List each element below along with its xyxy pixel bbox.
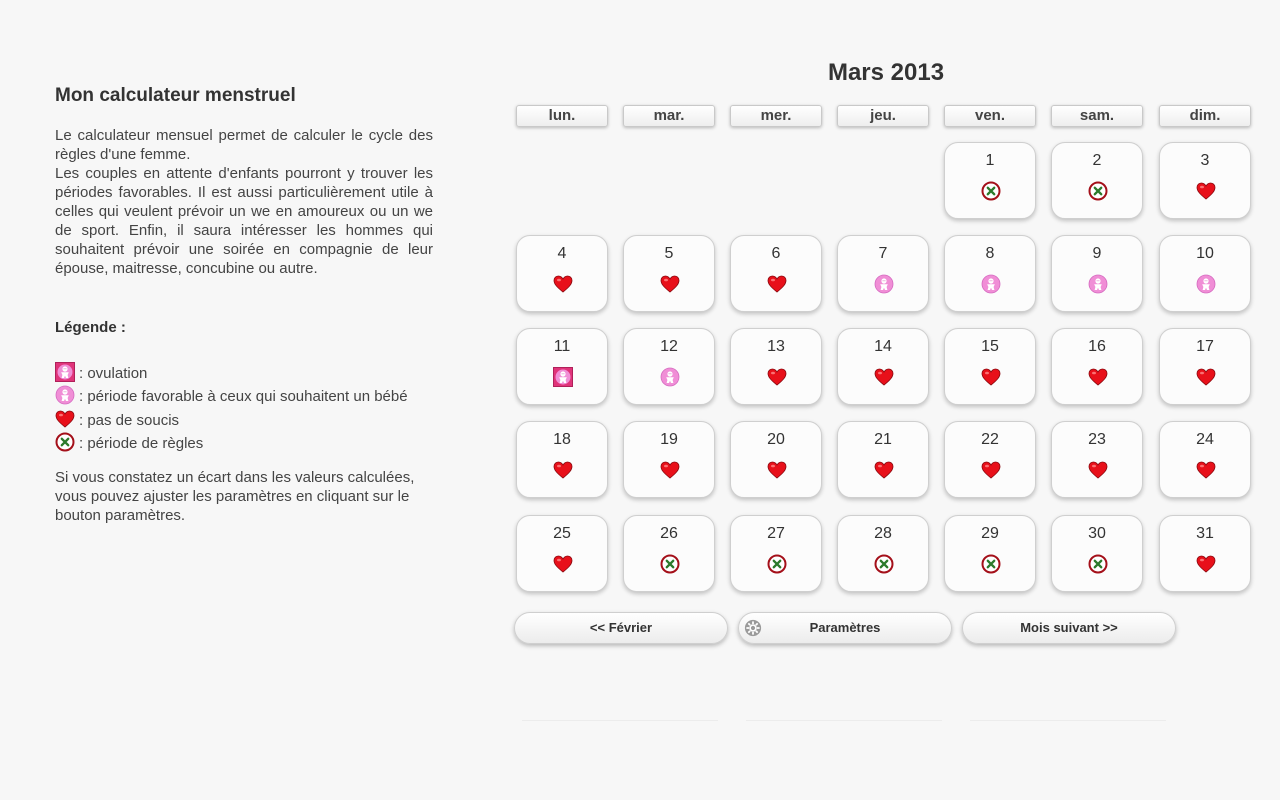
day-number: 7 <box>878 245 888 262</box>
heart-icon <box>874 367 894 387</box>
day-number: 29 <box>981 525 999 542</box>
heart-icon <box>1196 367 1216 387</box>
divider <box>746 720 942 721</box>
day-number: 10 <box>1196 245 1214 262</box>
heart-icon <box>767 367 787 387</box>
day-number: 4 <box>557 245 567 262</box>
intro-paragraph-1: Le calculateur mensuel permet de calculer le cycle des règles d'une femme. <box>55 127 433 163</box>
calendar-day-30[interactable] <box>1051 515 1143 592</box>
heart-icon <box>553 460 573 480</box>
calendar-day-22[interactable] <box>944 421 1036 498</box>
calendar-day-16[interactable] <box>1051 328 1143 405</box>
heart-icon <box>1196 460 1216 480</box>
heart-icon <box>1196 181 1216 201</box>
calendar-day-26[interactable] <box>623 515 715 592</box>
prev-month-label: << Février <box>589 620 653 635</box>
calendar-day-9[interactable] <box>1051 235 1143 312</box>
period-icon <box>1088 181 1108 201</box>
heart-icon <box>1088 367 1108 387</box>
calendar-day-15[interactable] <box>944 328 1036 405</box>
calendar-day-2[interactable] <box>1051 142 1143 219</box>
period-icon <box>1088 554 1108 574</box>
calendar-day-12[interactable] <box>623 328 715 405</box>
legend-label: : période favorable à ceux qui souhaitent un bébé <box>79 388 408 405</box>
legend-item-heart <box>55 405 433 429</box>
day-number: 24 <box>1196 431 1214 448</box>
heart-icon <box>55 409 75 429</box>
baby-icon <box>1196 274 1216 294</box>
calendar-day-28[interactable] <box>837 515 929 592</box>
weekday-dim: dim. <box>1159 105 1251 127</box>
info-panel <box>55 85 433 525</box>
calendar-day-23[interactable] <box>1051 421 1143 498</box>
legend-item-ovulation <box>55 358 433 382</box>
heart-icon <box>981 367 1001 387</box>
gear-icon <box>744 619 762 637</box>
calendar-day-21[interactable] <box>837 421 929 498</box>
day-number: 5 <box>664 245 674 262</box>
day-number: 13 <box>767 338 785 355</box>
day-number: 30 <box>1088 525 1106 542</box>
day-number: 20 <box>767 431 785 448</box>
day-number: 14 <box>874 338 892 355</box>
calendar-day-3[interactable] <box>1159 142 1251 219</box>
baby-icon <box>981 274 1001 294</box>
legend-item-baby <box>55 382 433 406</box>
weekday-jeu: jeu. <box>837 105 929 127</box>
day-number: 31 <box>1196 525 1214 542</box>
calendar-day-25[interactable] <box>516 515 608 592</box>
period-icon <box>981 554 1001 574</box>
heart-icon <box>660 460 680 480</box>
calendar-day-13[interactable] <box>730 328 822 405</box>
day-number: 15 <box>981 338 999 355</box>
heart-icon <box>874 460 894 480</box>
weekday-ven: ven. <box>944 105 1036 127</box>
weekday-mar: mar. <box>623 105 715 127</box>
day-number: 17 <box>1196 338 1214 355</box>
calendar-day-18[interactable] <box>516 421 608 498</box>
calendar-day-29[interactable] <box>944 515 1036 592</box>
calendar-day-27[interactable] <box>730 515 822 592</box>
ovulation-icon <box>55 362 75 382</box>
period-icon <box>660 554 680 574</box>
ovulation-icon <box>553 367 573 387</box>
calendar-day-6[interactable] <box>730 235 822 312</box>
day-number: 11 <box>553 338 571 355</box>
settings-label: Paramètres <box>809 620 881 635</box>
baby-icon <box>874 274 894 294</box>
prev-month-button[interactable] <box>514 612 728 644</box>
heart-icon <box>553 554 573 574</box>
calendar-day-1[interactable] <box>944 142 1036 219</box>
day-number: 28 <box>874 525 892 542</box>
day-number: 18 <box>553 431 571 448</box>
day-number: 26 <box>660 525 678 542</box>
day-number: 3 <box>1200 152 1210 169</box>
legend <box>55 358 433 452</box>
heart-icon <box>660 274 680 294</box>
calendar-day-4[interactable] <box>516 235 608 312</box>
baby-icon <box>660 367 680 387</box>
day-number: 9 <box>1092 245 1102 262</box>
day-number: 8 <box>985 245 995 262</box>
weekday-mer: mer. <box>730 105 822 127</box>
month-title: Mars 2013 <box>827 59 945 86</box>
heart-icon <box>1088 460 1108 480</box>
legend-label: : ovulation <box>79 364 148 382</box>
calendar-day-19[interactable] <box>623 421 715 498</box>
calendar-day-20[interactable] <box>730 421 822 498</box>
legend-item-period <box>55 429 433 453</box>
intro-text <box>55 126 433 278</box>
intro-paragraph-2: Les couples en attente d'enfants pourront y trouver les périodes favorables. Il est aussi particulièrement utile à celles qui veulent prévoir un we en amoureux ou un we de sport. Enfin, il saura intéresser les hommes qui souhaitent prévoir une soirée en compagnie de leur épouse, maitresse, concubine ou autre. <box>55 165 433 277</box>
heart-icon <box>981 460 1001 480</box>
baby-icon <box>1088 274 1108 294</box>
calendar-day-11[interactable] <box>516 328 608 405</box>
next-month-button[interactable] <box>962 612 1176 644</box>
day-number: 23 <box>1088 431 1106 448</box>
calendar-day-17[interactable] <box>1159 328 1251 405</box>
weekday-lun: lun. <box>516 105 608 127</box>
settings-note: Si vous constatez un écart dans les valeurs calculées, vous pouvez ajuster les paramètres en cliquant sur le bouton paramètres. <box>55 469 415 524</box>
calendar <box>510 55 1260 635</box>
period-icon <box>767 554 787 574</box>
day-number: 22 <box>981 431 999 448</box>
heart-icon <box>1196 554 1216 574</box>
day-number: 1 <box>985 152 995 169</box>
weekday-sam: sam. <box>1051 105 1143 127</box>
baby-icon <box>55 385 75 405</box>
day-number: 27 <box>767 525 785 542</box>
legend-title: Légende : <box>55 319 126 336</box>
divider <box>522 720 718 721</box>
weekday-header <box>510 105 1260 127</box>
day-number: 16 <box>1088 338 1106 355</box>
day-number: 6 <box>771 245 781 262</box>
calendar-day-7[interactable] <box>837 235 929 312</box>
period-icon <box>981 181 1001 201</box>
legend-label: : période de règles <box>79 435 204 452</box>
next-month-label: Mois suivant >> <box>1020 620 1118 635</box>
calendar-day-31[interactable] <box>1159 515 1251 592</box>
day-number: 12 <box>660 338 678 355</box>
calendar-day-14[interactable] <box>837 328 929 405</box>
legend-label: : pas de soucis <box>79 411 180 429</box>
heart-icon <box>767 274 787 294</box>
settings-button[interactable] <box>738 612 952 644</box>
calendar-day-24[interactable] <box>1159 421 1251 498</box>
calendar-day-8[interactable] <box>944 235 1036 312</box>
calendar-day-10[interactable] <box>1159 235 1251 312</box>
period-icon <box>55 432 75 452</box>
calendar-day-5[interactable] <box>623 235 715 312</box>
period-icon <box>874 554 894 574</box>
day-number: 2 <box>1092 152 1102 169</box>
divider <box>970 720 1166 721</box>
heart-icon <box>767 460 787 480</box>
app-title: Mon calculateur menstruel <box>55 85 296 106</box>
day-number: 19 <box>660 431 678 448</box>
heart-icon <box>553 274 573 294</box>
day-number: 21 <box>874 431 892 448</box>
day-number: 25 <box>553 525 571 542</box>
